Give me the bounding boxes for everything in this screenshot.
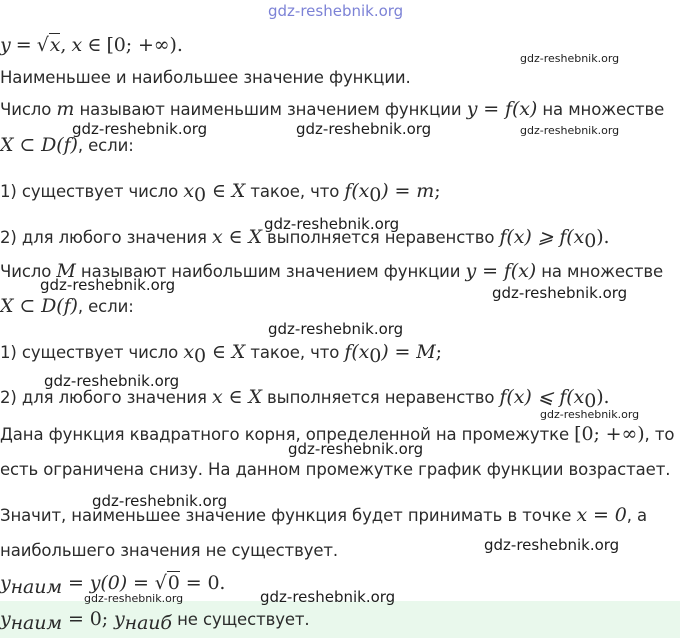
min-definition: Число m называют наименьшим значением функции y = f(x) на множестве — [0, 98, 665, 120]
explanation-line-2: есть ограничена снизу. На данном промежутке график функции возрастает. — [0, 460, 671, 479]
max-definition: Число M называют наибольшим значением функции y = f(x) на множестве — [0, 260, 664, 282]
watermark: gdz-reshebnik.org — [296, 120, 432, 138]
max-definition-set: X ⊂ D(f), если: — [0, 295, 134, 317]
watermark: gdz-reshebnik.org — [44, 372, 180, 390]
watermark-top: gdz-reshebnik.org — [268, 2, 404, 20]
watermark: gdz-reshebnik.org — [84, 592, 184, 605]
max-condition-1: 1) существует число $x_0$ ∈ X такое, что $f(x_0) = M$; — [0, 341, 442, 367]
explanation-line-1: Дана функция квадратного корня, определенной на промежутке [0; +∞), то — [0, 423, 675, 445]
calculation: $y_{наим} = y(0) = √0 = 0$. — [0, 572, 226, 598]
watermark: gdz-reshebnik.org — [264, 215, 400, 233]
watermark: gdz-reshebnik.org — [520, 124, 620, 137]
conclusion-line-1: Значит, наименьшее значение функция будет принимать в точке x = 0, а — [0, 504, 648, 526]
watermark: gdz-reshebnik.org — [288, 440, 424, 458]
min-condition-1: 1) существует число $x_0$ ∈ X такое, что $f(x_0) = m$; — [0, 180, 441, 206]
function-formula: y = √x, x ∈ [0; +∞). — [0, 34, 183, 56]
watermark: gdz-reshebnik.org — [268, 320, 404, 338]
watermark: gdz-reshebnik.org — [92, 492, 228, 510]
watermark: gdz-reshebnik.org — [492, 284, 628, 302]
watermark: gdz-reshebnik.org — [520, 52, 620, 65]
watermark: gdz-reshebnik.org — [40, 276, 176, 294]
watermark: gdz-reshebnik.org — [484, 536, 620, 554]
conclusion-line-2: наибольшего значения не существует. — [0, 541, 339, 560]
max-condition-2: 2) для любого значения x ∈ X выполняется неравенство f(x) ⩽ $f(x_0)$. — [0, 386, 610, 412]
min-definition-set: X ⊂ D(f), если: — [0, 134, 134, 156]
answer-line: $y_{наим} = 0$; $y_{наиб}$ не существует. — [0, 608, 310, 634]
watermark: gdz-reshebnik.org — [72, 120, 208, 138]
watermark: gdz-reshebnik.org — [540, 408, 640, 421]
watermark: gdz-reshebnik.org — [260, 588, 396, 606]
section-heading: Наименьшее и наибольшее значение функции. — [0, 68, 411, 87]
min-condition-2: 2) для любого значения x ∈ X выполняется неравенство f(x) ⩾ $f(x_0)$. — [0, 226, 610, 252]
